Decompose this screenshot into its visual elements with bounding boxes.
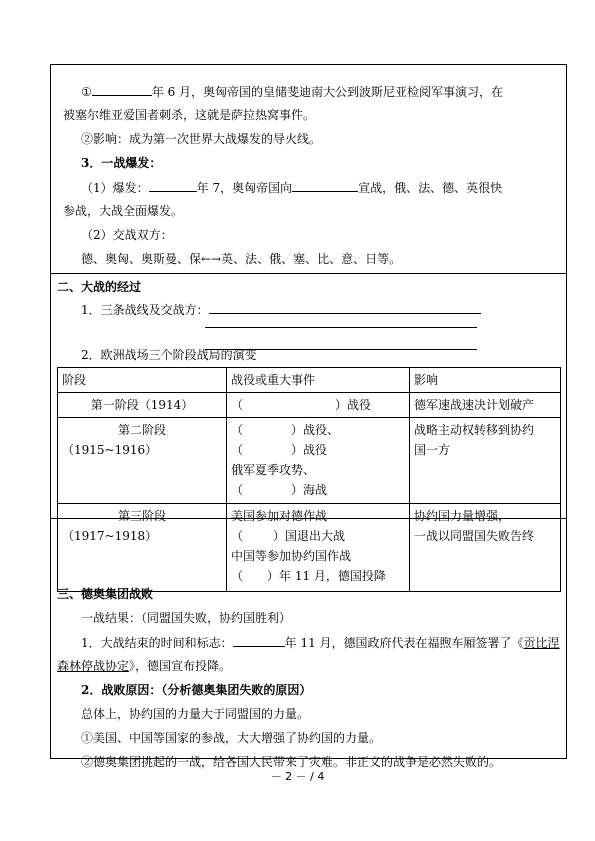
- stage-2: [58, 418, 227, 504]
- end-year-blank[interactable]: [233, 634, 285, 647]
- year-blank[interactable]: [92, 83, 152, 96]
- event-line: [231, 420, 405, 440]
- paren-open: （: [231, 443, 244, 457]
- event-suffix: ）海战: [291, 483, 328, 497]
- paren-open: （: [231, 483, 244, 497]
- section-3-title: 三、德奥集团战败: [57, 587, 154, 601]
- section-3-divider: [50, 518, 567, 519]
- outbreak-text: 年 7，奥匈帝国向: [196, 181, 293, 195]
- assassination-text: 年 6 月，奥匈帝国的皇储斐迪南大公到波斯尼亚检阅军事演习，在: [151, 85, 504, 99]
- stage-2-name: 第二阶段: [117, 423, 166, 437]
- end-label: 1．大战结束的时间和标志：: [81, 636, 233, 650]
- page-number: － 2 － / 4: [270, 770, 325, 783]
- stage-3: [58, 504, 227, 592]
- event-suffix: ）国退出大战: [273, 529, 346, 543]
- event-line: 美国参加对德作战: [231, 509, 328, 523]
- effect-line: 协约国力量增强，: [414, 509, 511, 523]
- declare-war-blank[interactable]: [292, 179, 358, 192]
- event-suffix: ）战役: [335, 398, 372, 412]
- event-line: [231, 566, 405, 586]
- stages-table: [57, 367, 561, 592]
- paren-open: （: [231, 423, 244, 437]
- fronts-label: 1．三条战线及交战方：: [81, 303, 209, 317]
- header-event: 战役或重大事件: [227, 368, 410, 393]
- effect-line: 一战以同盟国失败告终: [414, 529, 535, 543]
- end-line-2: [57, 658, 231, 674]
- stage-1: 第一阶段（1914）: [58, 393, 227, 418]
- section-2-title: 二、大战的经过: [57, 280, 142, 294]
- end-text: 年 11 月，德国政府代表在福煦车厢签署了《: [284, 636, 524, 650]
- stage-2-effect: [410, 418, 561, 504]
- armistice-name-part-1: 贡比涅: [523, 636, 560, 650]
- sides-title: （2）交战双方：: [81, 228, 173, 242]
- reason-2: ①美国、中国等国家的参战，大大增强了协约国的力量。: [81, 731, 382, 745]
- outbreak-label: （1）爆发：: [81, 181, 149, 195]
- fronts-blank-1[interactable]: [209, 301, 481, 314]
- stage-3-events: [227, 504, 410, 592]
- end-line-1: [81, 634, 560, 651]
- event-line: [231, 480, 405, 500]
- reason-1: 总体上，协约国的力量大于同盟国的力量。: [81, 707, 310, 721]
- stage-1-effect: 德军速战速决计划破产: [410, 393, 561, 418]
- assassination-line-2: 被塞尔维亚爱国者刺杀，这就是萨拉热窝事件。: [63, 108, 316, 122]
- event-suffix: ）战役、: [291, 423, 340, 437]
- header-stage: 阶段: [58, 368, 227, 393]
- table-row: [58, 418, 561, 504]
- event-suffix: ）战役: [291, 443, 328, 457]
- fronts-blank-2[interactable]: [205, 315, 477, 328]
- end-text-2: 》，德国宣布投降。: [129, 659, 232, 673]
- stages-label: 2．欧洲战场三个阶段战局的演变: [81, 348, 257, 362]
- event-line: [231, 440, 405, 460]
- outbreak-line-2: 参战，大战全面爆发。: [63, 204, 184, 218]
- paren-open: （: [231, 529, 244, 543]
- event-line: [231, 526, 405, 546]
- event-line: 俄军夏季攻势、: [231, 463, 316, 477]
- paren-open: （: [231, 569, 244, 583]
- table-header-row: [58, 368, 561, 393]
- stage-3-effect: [410, 504, 561, 592]
- paren-open: （: [231, 398, 244, 412]
- stage-3-years: （1917~1918）: [62, 529, 158, 543]
- stage-3-name: 第三阶段: [117, 509, 166, 523]
- outbreak-line-1: [81, 179, 502, 196]
- stage-1-event: [227, 393, 410, 418]
- stage-2-events: [227, 418, 410, 504]
- outbreak-heading: 3．一战爆发：: [81, 156, 162, 170]
- outbreak-year-blank[interactable]: [149, 179, 197, 192]
- outbreak-text-2: 宣战，俄、法、德、英很快: [358, 181, 503, 195]
- table-row: [58, 504, 561, 592]
- sides-text: 德、奥匈、奥斯曼、保←→英、法、俄、塞、比、意、日等。: [81, 252, 402, 266]
- result-line: 一战结果：（同盟国失败，协约国胜利）: [81, 611, 292, 625]
- effect-line: 国一方: [414, 443, 451, 457]
- table-row: [58, 393, 561, 418]
- defeat-reasons-heading: 2．战败原因：（分析德奥集团失败的原因）: [81, 683, 312, 697]
- reason-3: ②德奥集团挑起的一战，给各国人民带来了灾难。非正义的战争是必然失败的。: [81, 755, 502, 769]
- influence-line: ②影响：成为第一次世界大战爆发的导火线。: [81, 132, 322, 146]
- worksheet-frame: [50, 64, 567, 769]
- armistice-name-part-2: 森林停战协定: [57, 659, 130, 673]
- stage-2-years: （1915~1916）: [62, 443, 158, 457]
- event-line: 中国等参加协约国作战: [231, 549, 352, 563]
- divider: [51, 273, 566, 274]
- item-marker: ①: [81, 85, 92, 99]
- event-suffix: ）年 11 月，德国投降: [267, 569, 386, 583]
- header-effect: 影响: [410, 368, 561, 393]
- effect-line: 战略主动权转移到协约: [414, 423, 535, 437]
- assassination-line-1: [81, 83, 503, 100]
